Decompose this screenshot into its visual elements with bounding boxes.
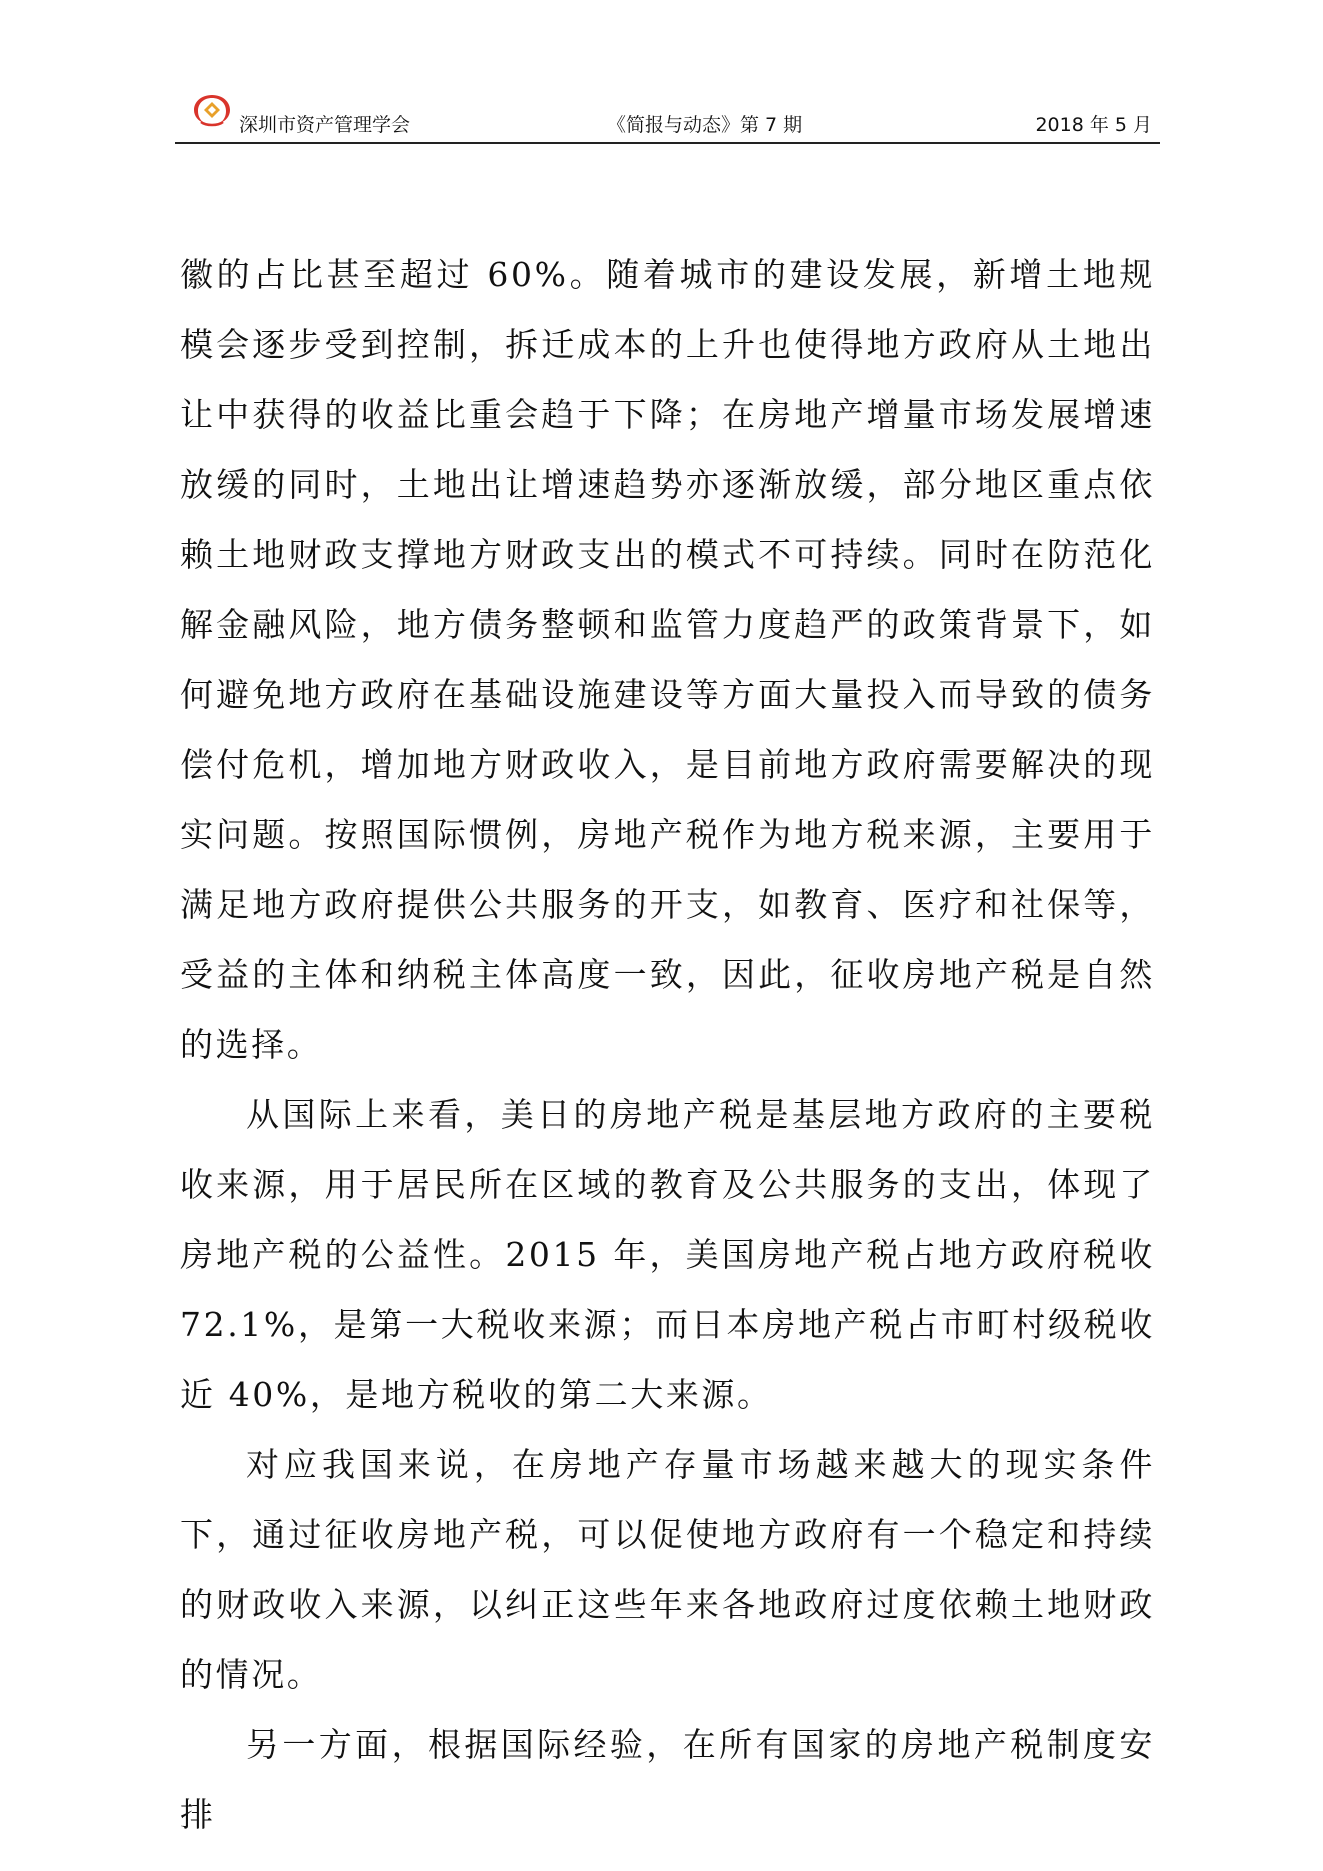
article-body — [180, 240, 1155, 1850]
paragraph: 徽的占比甚至超过 60%。随着城市的建设发展，新增土地规模会逐步受到控制，拆迁成本的上升也使得地方政府从土地出让中获得的收益比重会趋于下降；在房地产增量市场发展增速放缓的同时，土地出让增速趋势亦逐渐放缓，部分地区重点依赖土地财政支撑地方财政支出的模式不可持续。同时在防范化解金融风险，地方债务整顿和监管力度趋严的政策背景下，如何避免地方政府在基础设施建设等方面大量投入而导致的债务偿付危机，增加地方财政收入，是目前地方政府需要解决的现实问题。按照国际惯例，房地产税作为地方税来源，主要用于满足地方政府提供公共服务的开支，如教育、医疗和社保等，受益的主体和纳税主体高度一致，因此，征收房地产税是自然的选择。 — [180, 255, 1155, 1064]
publication-date: 2018 年 5 月 — [1035, 114, 1152, 136]
paragraph: 从国际上来看，美日的房地产税是基层地方政府的主要税收来源，用于居民所在区域的教育及公共服务的支出，体现了房地产税的公益性。2015 年，美国房地产税占地方政府税收 72.1%，是第一大税收来源；而日本房地产税占市町村级税收近 40%，是地方税收的第二大来源。 — [180, 1095, 1155, 1414]
society-logo-icon — [191, 92, 233, 128]
paragraph: 对应我国来说，在房地产存量市场越来越大的现实条件下，通过征收房地产税，可以促使地方政府有一个稳定和持续的财政收入来源，以纠正这些年来各地政府过度依赖土地财政的情况。 — [180, 1445, 1155, 1694]
organization-name: 深圳市资产管理学会 — [239, 114, 411, 136]
publication-issue: 《简报与动态》第 7 期 — [607, 114, 803, 136]
page-header — [175, 92, 1160, 144]
paragraph: 另一方面，根据国际经验，在所有国家的房地产税制度安排 — [180, 1725, 1155, 1834]
